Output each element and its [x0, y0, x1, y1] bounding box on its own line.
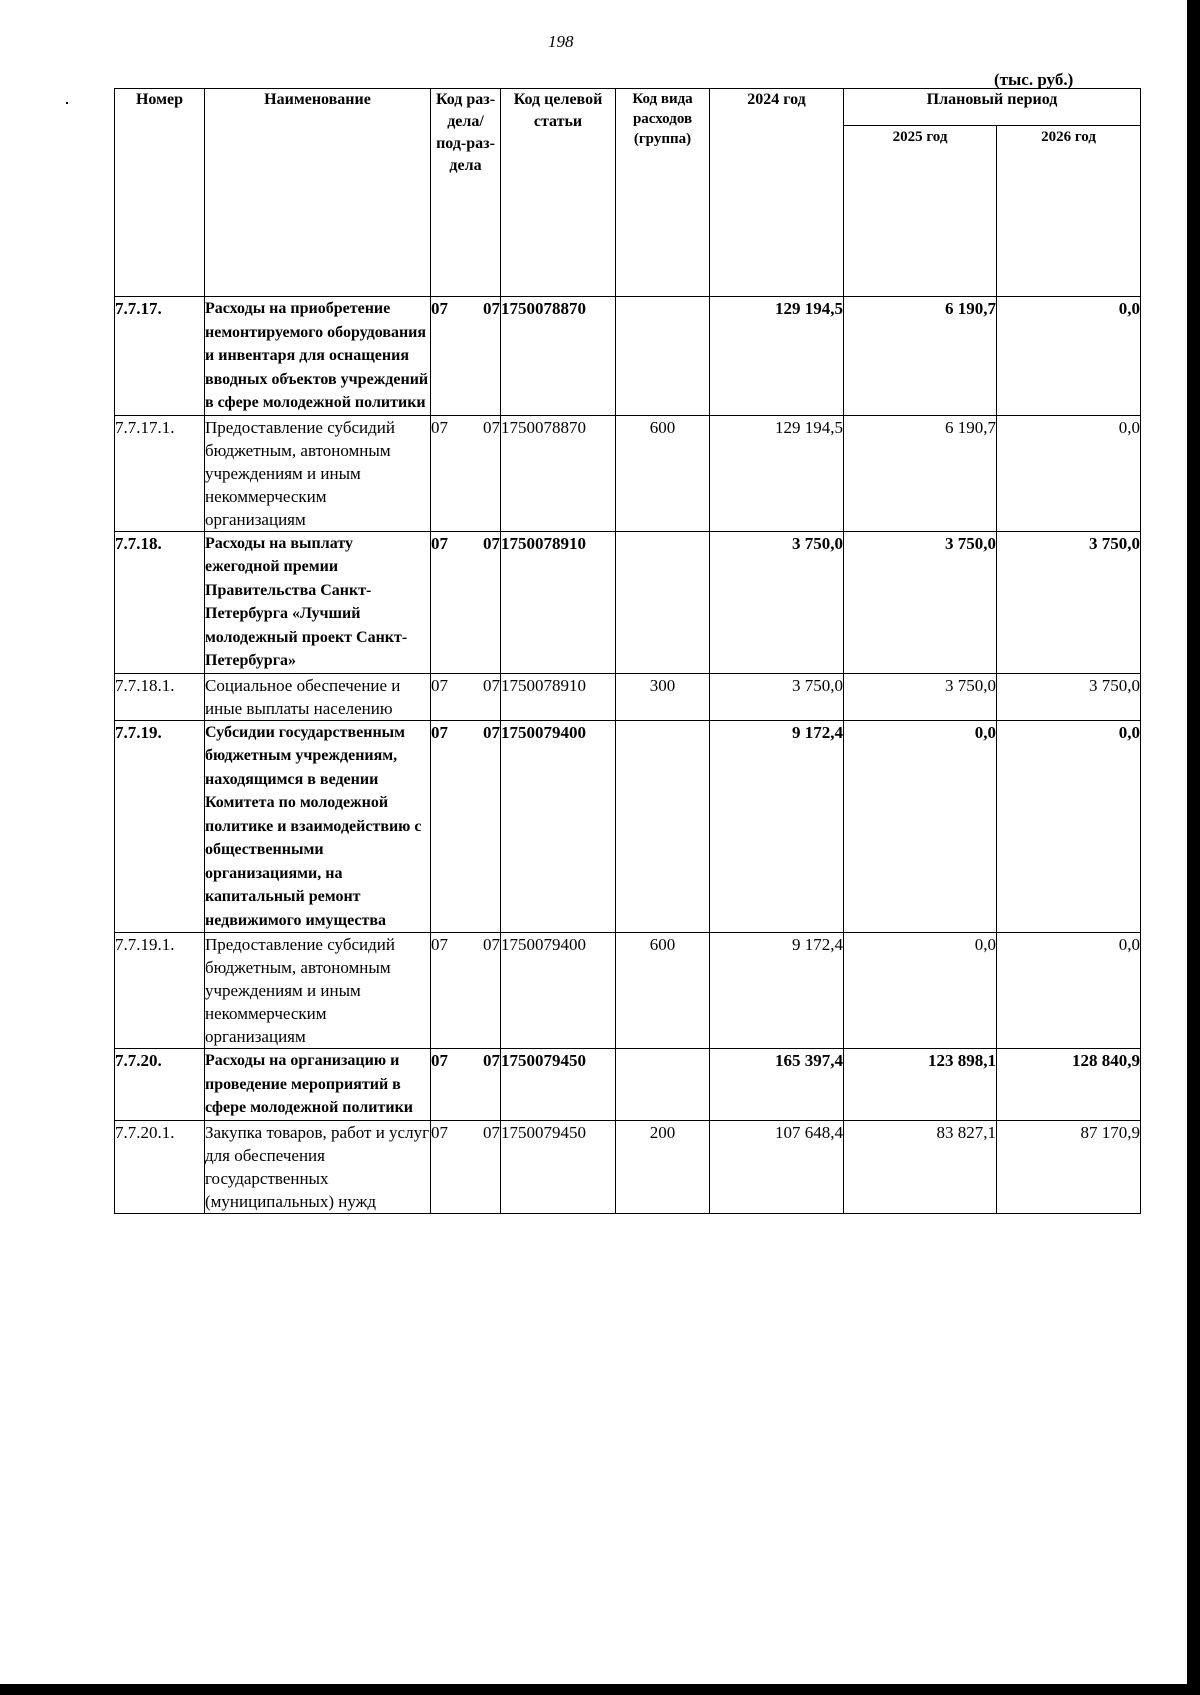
section-code: 07	[431, 299, 448, 318]
header-section-code: Код раз-дела/ под-раз-дела	[431, 89, 501, 297]
row-name: Социальное обеспечение и иные выплаты населению	[205, 673, 431, 720]
row-number: 7.7.20.1.	[115, 1120, 205, 1213]
section-code: 07	[431, 935, 448, 954]
table-row	[115, 1049, 1141, 1121]
table-row	[115, 720, 1141, 933]
row-amount-2026: 3 750,0	[997, 531, 1141, 673]
row-amount-2026: 128 840,9	[997, 1049, 1141, 1121]
row-section-code	[431, 415, 501, 531]
row-expense-type	[616, 297, 710, 416]
table-row	[115, 673, 1141, 720]
row-expense-type	[616, 1049, 710, 1121]
row-amount-2025: 0,0	[844, 933, 997, 1049]
row-name: Закупка товаров, работ и услуг для обеспечения государственных (муниципальных) нужд	[205, 1120, 431, 1213]
row-expense-type: 600	[616, 933, 710, 1049]
row-target-code: 1750078910	[501, 531, 616, 673]
row-expense-type: 200	[616, 1120, 710, 1213]
row-target-code: 1750078910	[501, 673, 616, 720]
subsection-code: 07	[483, 722, 500, 742]
row-section-code	[431, 673, 501, 720]
section-code: 07	[431, 722, 448, 742]
header-year-2025: 2025 год	[844, 126, 997, 297]
table-row	[115, 297, 1141, 416]
table-body	[115, 297, 1141, 1214]
table-row	[115, 933, 1141, 1049]
row-target-code: 1750079400	[501, 933, 616, 1049]
header-number: Номер	[115, 89, 205, 297]
row-amount-2025: 6 190,7	[844, 297, 997, 416]
header-name: Наименование	[205, 89, 431, 297]
row-amount-2024: 107 648,4	[710, 1120, 844, 1213]
row-amount-2026: 0,0	[997, 297, 1141, 416]
budget-table	[114, 88, 1141, 1214]
section-code: 07	[431, 1122, 448, 1142]
row-amount-2026: 0,0	[997, 933, 1141, 1049]
row-number: 7.7.20.	[115, 1049, 205, 1121]
section-code: 07	[431, 1051, 448, 1070]
header-target-code: Код целевой статьи	[501, 89, 616, 297]
row-section-code	[431, 531, 501, 673]
page-number: 198	[548, 32, 574, 51]
section-code: 07	[431, 533, 448, 553]
row-amount-2026: 87 170,9	[997, 1120, 1141, 1213]
row-name: Расходы на приобретение немонтируемого оборудования и инвентаря для оснащения вводных объектов учреждений в сфере молодежной политики	[205, 297, 431, 416]
row-amount-2024: 3 750,0	[710, 673, 844, 720]
row-name: Расходы на выплату ежегодной премии Правительства Санкт-Петербурга «Лучший молодежный проект Санкт-Петербурга»	[205, 531, 431, 673]
row-amount-2025: 3 750,0	[844, 531, 997, 673]
row-amount-2024: 165 397,4	[710, 1049, 844, 1121]
row-target-code: 1750078870	[501, 297, 616, 416]
units-label: (тыс. руб.)	[994, 70, 1074, 89]
row-target-code: 1750078870	[501, 415, 616, 531]
row-amount-2025: 3 750,0	[844, 673, 997, 720]
row-amount-2024: 9 172,4	[710, 720, 844, 933]
subsection-code: 07	[483, 533, 500, 553]
subsection-code: 07	[483, 1122, 500, 1142]
row-number: 7.7.19.1.	[115, 933, 205, 1049]
row-name: Расходы на организацию и проведение мероприятий в сфере молодежной политики	[205, 1049, 431, 1121]
row-amount-2025: 123 898,1	[844, 1049, 997, 1121]
row-number: 7.7.18.	[115, 531, 205, 673]
row-amount-2024: 129 194,5	[710, 297, 844, 416]
row-amount-2026: 0,0	[997, 720, 1141, 933]
row-number: 7.7.17.1.	[115, 415, 205, 531]
row-amount-2026: 0,0	[997, 415, 1141, 531]
subsection-code: 07	[483, 935, 500, 954]
subsection-code: 07	[483, 1051, 500, 1070]
row-section-code	[431, 1120, 501, 1213]
row-amount-2024: 3 750,0	[710, 531, 844, 673]
row-expense-type	[616, 531, 710, 673]
header-year-2024: 2024 год	[710, 89, 844, 297]
row-target-code: 1750079400	[501, 720, 616, 933]
table-row	[115, 1120, 1141, 1213]
row-amount-2024: 9 172,4	[710, 933, 844, 1049]
header-row-1	[115, 89, 1141, 126]
row-amount-2025: 6 190,7	[844, 415, 997, 531]
header-year-2026: 2026 год	[997, 126, 1141, 297]
section-code: 07	[431, 675, 448, 695]
row-target-code: 1750079450	[501, 1120, 616, 1213]
row-section-code	[431, 720, 501, 933]
row-amount-2024: 129 194,5	[710, 415, 844, 531]
row-name: Предоставление субсидий бюджетным, автономным учреждениям и иным некоммерческим организациям	[205, 415, 431, 531]
subsection-code: 07	[483, 675, 500, 695]
row-amount-2026: 3 750,0	[997, 673, 1141, 720]
row-amount-2025: 0,0	[844, 720, 997, 933]
row-number: 7.7.19.	[115, 720, 205, 933]
row-amount-2025: 83 827,1	[844, 1120, 997, 1213]
scan-border-right	[1187, 0, 1200, 1695]
row-section-code	[431, 933, 501, 1049]
row-expense-type	[616, 720, 710, 933]
scan-border-bottom	[0, 1684, 1200, 1695]
row-expense-type: 600	[616, 415, 710, 531]
table-row	[115, 531, 1141, 673]
header-expense-type: Код вида расходов (группа)	[616, 89, 710, 297]
row-expense-type: 300	[616, 673, 710, 720]
section-code: 07	[431, 417, 448, 437]
subsection-code: 07	[483, 299, 500, 318]
header-planned-period: Плановый период	[844, 89, 1141, 126]
row-number: 7.7.17.	[115, 297, 205, 416]
subsection-code: 07	[483, 417, 500, 437]
row-number: 7.7.18.1.	[115, 673, 205, 720]
row-section-code	[431, 1049, 501, 1121]
row-name: Субсидии государственным бюджетным учреждениям, находящимся в ведении Комитета по молодежной политике и взаимодействию с общественными организациями, на капитальный ремонт недвижимого имущества	[205, 720, 431, 933]
row-target-code: 1750079450	[501, 1049, 616, 1121]
scan-artifact	[66, 102, 68, 104]
table-row	[115, 415, 1141, 531]
row-name: Предоставление субсидий бюджетным, автономным учреждениям и иным некоммерческим организациям	[205, 933, 431, 1049]
row-section-code	[431, 297, 501, 416]
